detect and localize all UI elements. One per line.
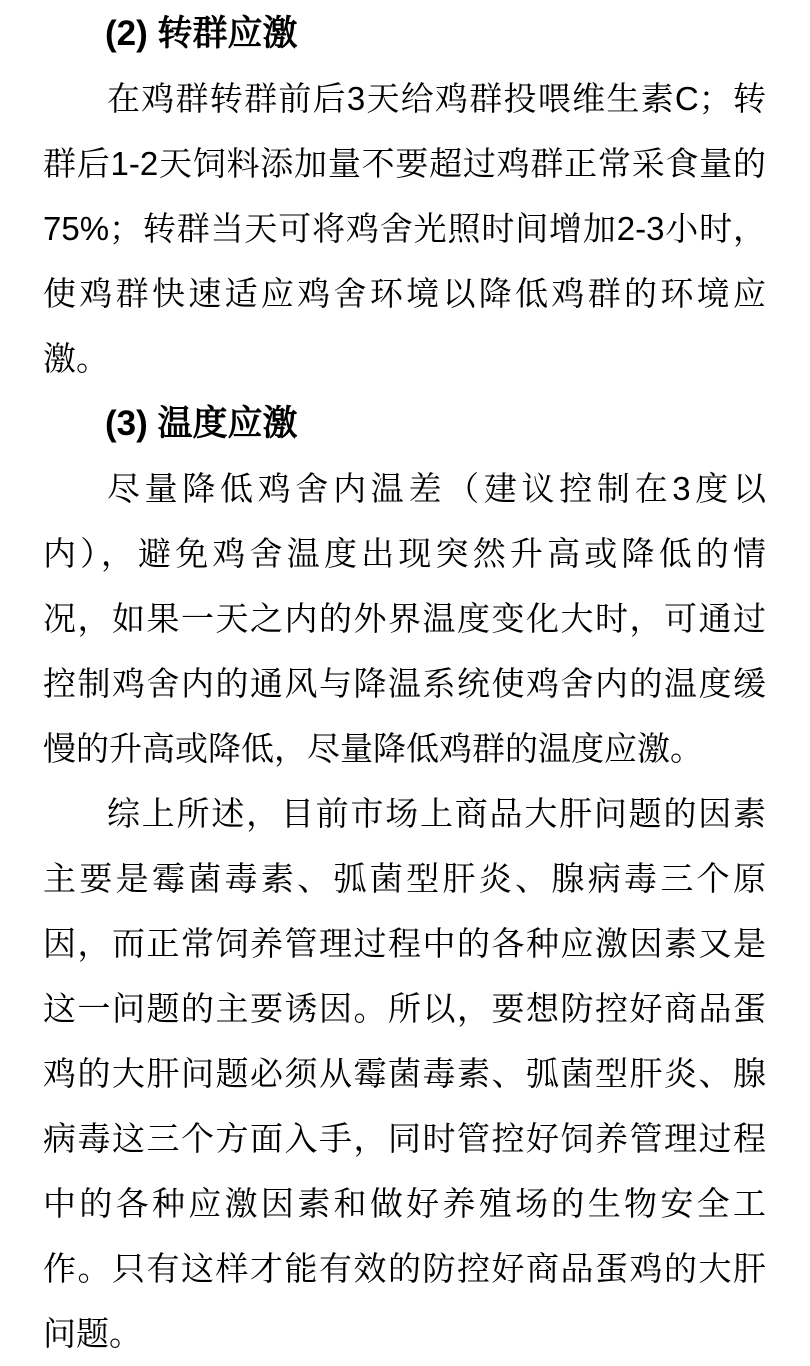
paragraph-text-line: 激。 bbox=[43, 340, 109, 377]
paragraph-text-line: 控制鸡舍内的通风与降温系统使鸡舍内的温度缓 bbox=[43, 665, 766, 702]
section-heading: (2) 转群应激 bbox=[105, 14, 298, 53]
paragraph-text-line: 病毒这三个方面入手，同时管控好饲养管理过程 bbox=[43, 1120, 766, 1157]
paragraph-text-line: 主要是霉菌毒素、弧菌型肝炎、腺病毒三个原 bbox=[43, 860, 766, 897]
paragraph-text-line: 因，而正常饲养管理过程中的各种应激因素又是 bbox=[43, 925, 766, 962]
paragraph-text-line: 中的各种应激因素和做好养殖场的生物安全工 bbox=[43, 1185, 766, 1222]
paragraph-text-line: 群后1-2天饲料添加量不要超过鸡群正常采食量的 bbox=[43, 145, 766, 182]
paragraph-text-line: 作。只有这样才能有效的防控好商品蛋鸡的大肝 bbox=[43, 1250, 766, 1287]
paragraph-text-line: 75%；转群当天可将鸡舍光照时间增加2-3小时， bbox=[43, 210, 766, 247]
paragraph-text-line: 尽量降低鸡舍内温差（建议控制在3度以 bbox=[107, 470, 766, 507]
paragraph-text-line: 使鸡群快速适应鸡舍环境以降低鸡群的环境应 bbox=[43, 275, 766, 312]
paragraph-text-line: 慢的升高或降低，尽量降低鸡群的温度应激。 bbox=[43, 730, 703, 767]
paragraph-text-line: 内），避免鸡舍温度出现突然升高或降低的情 bbox=[43, 535, 766, 572]
paragraph-text-line: 在鸡群转群前后3天给鸡群投喂维生素C；转 bbox=[107, 80, 766, 117]
paragraph-text-line: 况，如果一天之内的外界温度变化大时，可通过 bbox=[43, 600, 766, 637]
paragraph-text-line: 综上所述，目前市场上商品大肝问题的因素 bbox=[107, 795, 766, 832]
paragraph-text-line: 鸡的大肝问题必须从霉菌毒素、弧菌型肝炎、腺 bbox=[43, 1055, 766, 1092]
paragraph-text-line: 这一问题的主要诱因。所以，要想防控好商品蛋 bbox=[43, 990, 766, 1027]
paragraph-text-line: 问题。 bbox=[43, 1315, 142, 1352]
section-heading: (3) 温度应激 bbox=[105, 404, 298, 443]
